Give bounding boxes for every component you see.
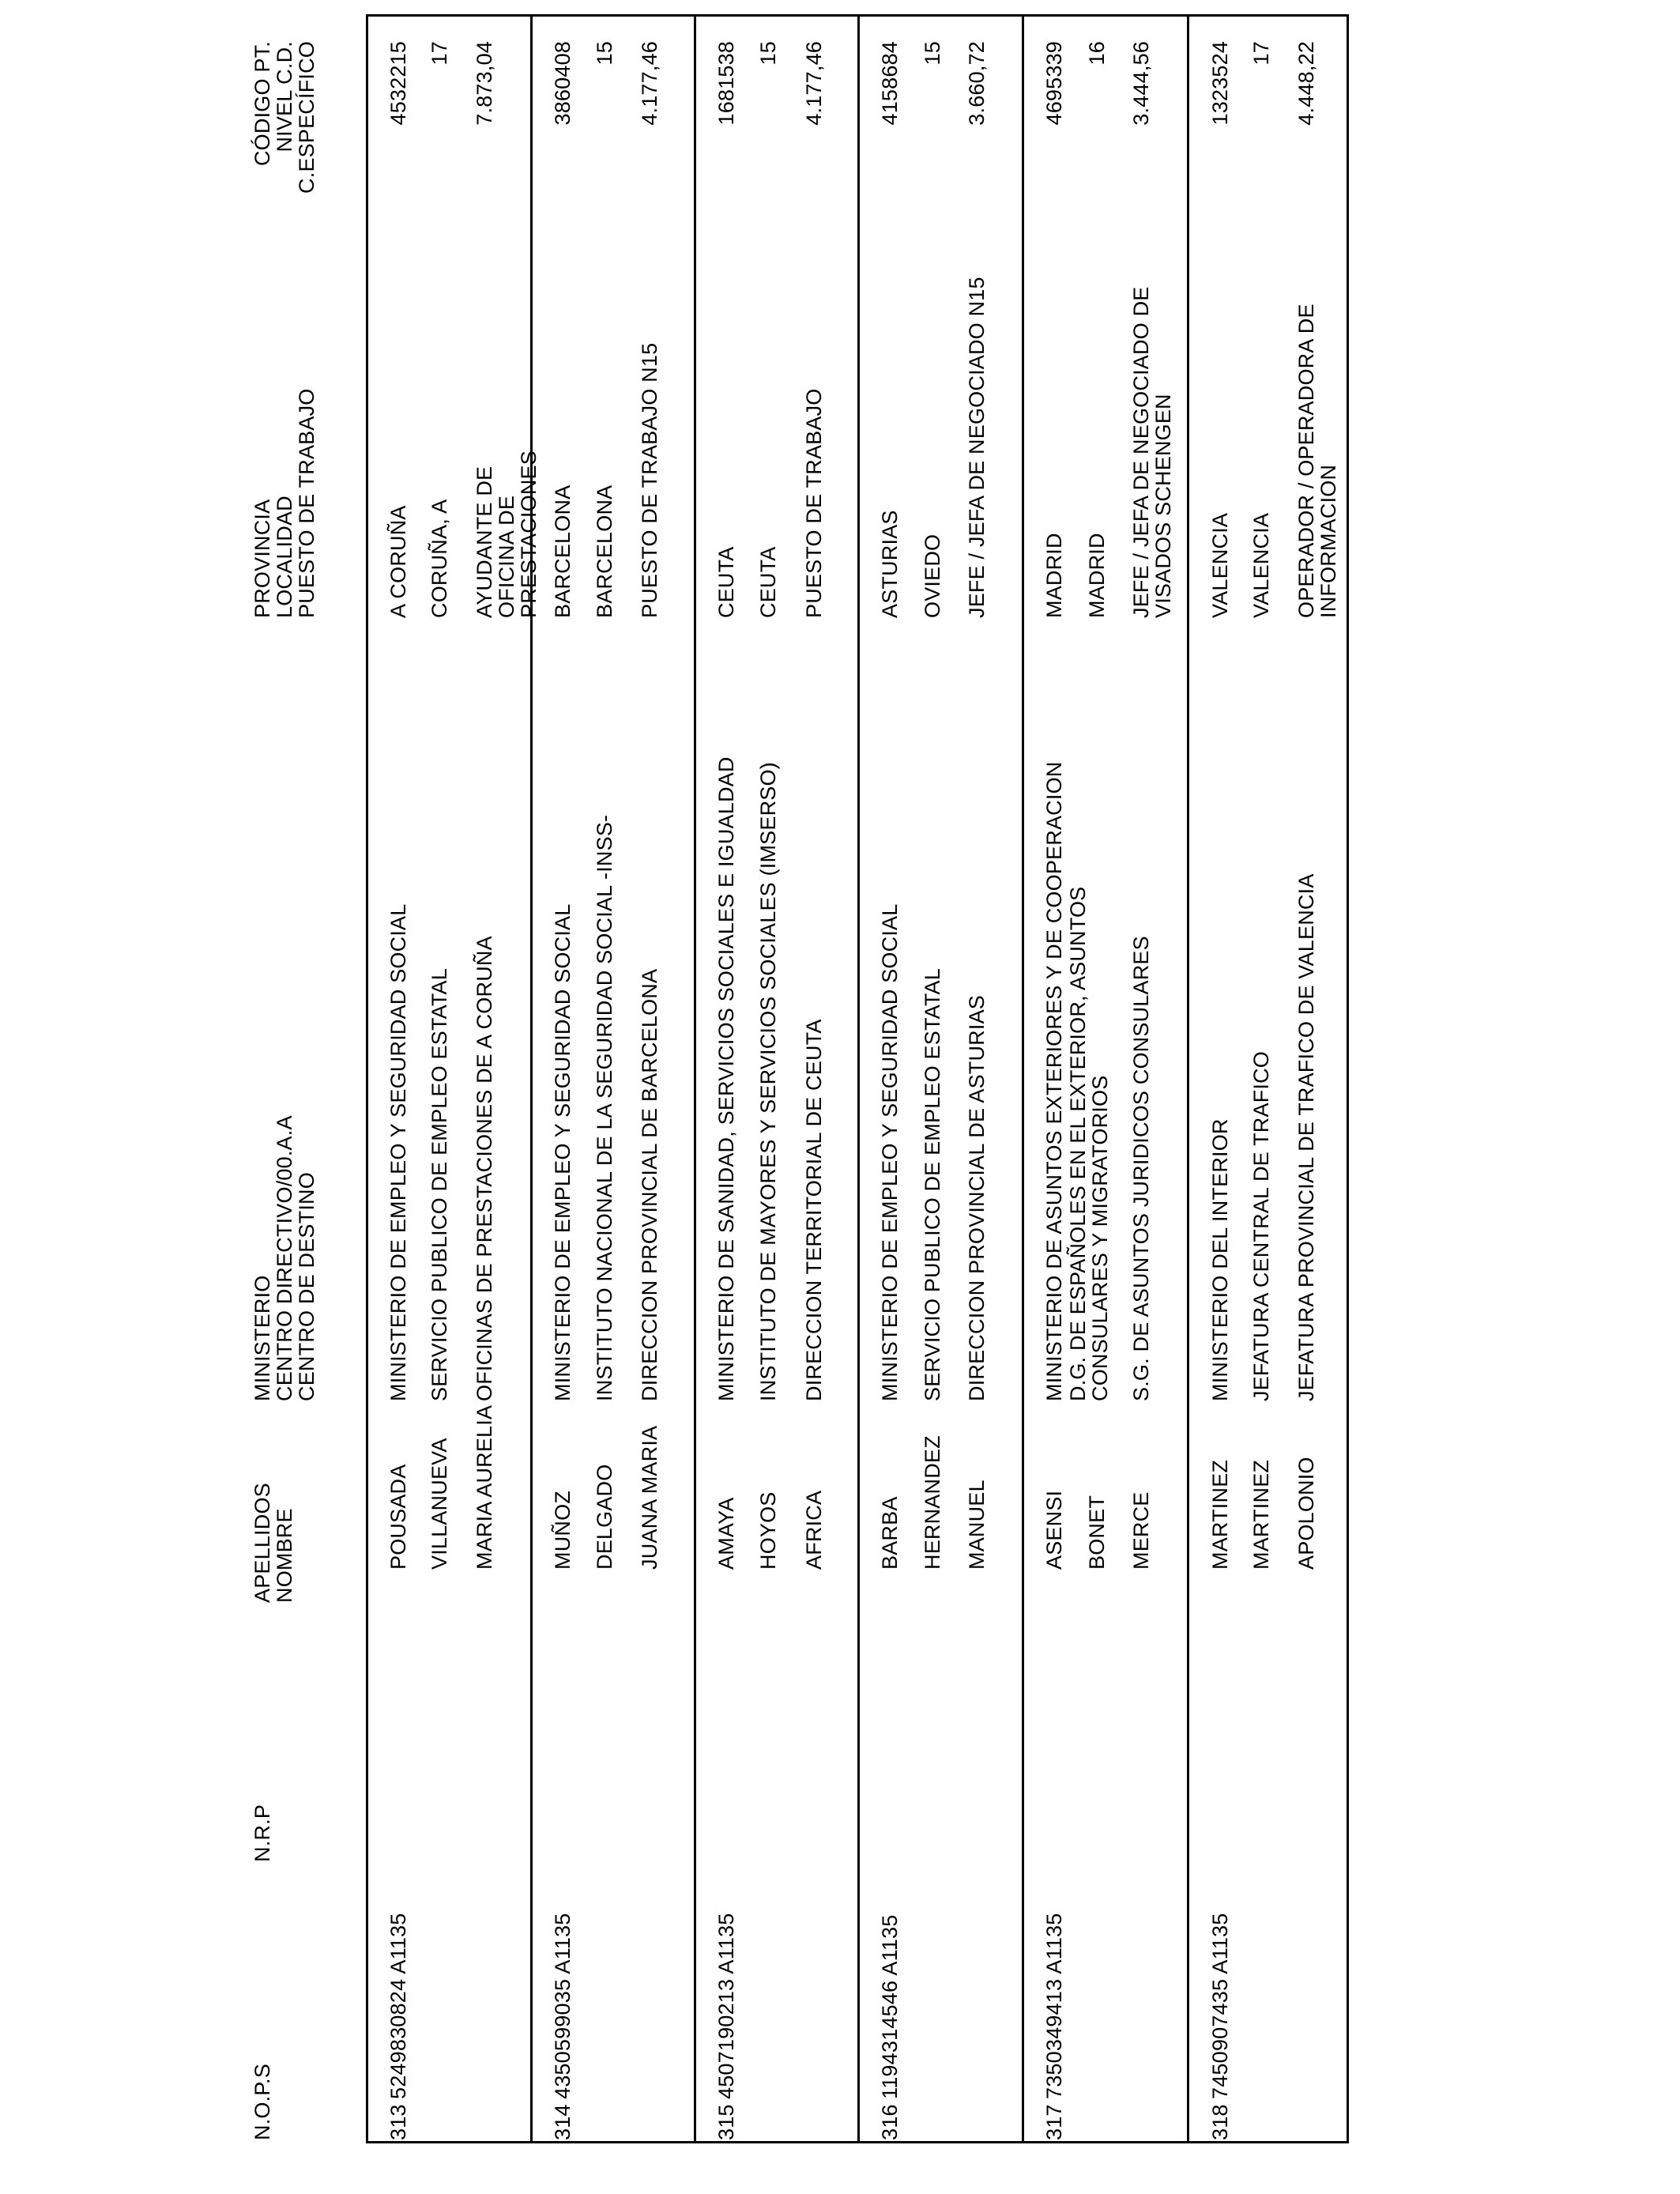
record-centro-directivo: INSTITUTO DE MAYORES Y SERVICIOS SOCIALES (IMSERSO) — [756, 762, 780, 1401]
record-codigo: 1323524 — [1208, 41, 1232, 126]
record-nops: 316 — [878, 2104, 902, 2140]
record-centro-directivo: SERVICIO PUBLICO DE EMPLEO ESTATAL — [921, 968, 944, 1401]
record-codigo: 3860408 — [551, 41, 574, 126]
record-apellido2: VILLANUEVA — [428, 1438, 451, 1570]
record-nops: 317 — [1042, 2104, 1066, 2140]
record-localidad: CEUTA — [756, 546, 780, 618]
record-codigo: 4532215 — [386, 41, 410, 126]
record-puesto: JEFE / JEFA DE NEGOCIADO DE VISADOS SCHENGEN — [1129, 286, 1175, 618]
record-ministerio: MINISTERIO DEL INTERIOR — [1208, 1118, 1232, 1401]
row-separator — [694, 14, 696, 2143]
record-apellido1: MUÑOZ — [551, 1491, 574, 1570]
header-nrp: N.R.P — [250, 1804, 274, 1862]
row-separator — [857, 14, 860, 2143]
record-ministerio: MINISTERIO DE ASUNTOS EXTERIORES Y DE COOPERACION — [1042, 761, 1066, 1401]
record-provincia: A CORUÑA — [386, 505, 410, 618]
record-apellido1: AMAYA — [714, 1497, 738, 1570]
header-nops: N.O.P.S — [250, 2064, 274, 2140]
record-complemento: 4.177,46 — [802, 41, 826, 126]
record-centro-directivo: INSTITUTO NACIONAL DE LA SEGURIDAD SOCIAL -INSS- — [593, 814, 616, 1401]
record-nops: 318 — [1208, 2104, 1232, 2140]
record-nombre: MANUEL — [965, 1480, 989, 1570]
record-apellido2: HOYOS — [756, 1491, 780, 1570]
record-nombre: APOLONIO — [1294, 1457, 1318, 1570]
record-centro-destino: DIRECCION TERRITORIAL DE CEUTA — [802, 1019, 826, 1401]
record-codigo: 4695339 — [1042, 41, 1066, 126]
record-apellido2: BONET — [1085, 1495, 1109, 1570]
header-apellidos: APELLIDOS — [250, 1483, 274, 1603]
record-nombre: MERCE — [1129, 1491, 1153, 1570]
record-centro-directivo: JEFATURA CENTRAL DE TRAFICO — [1249, 1051, 1273, 1401]
record-nops: 315 — [714, 2104, 738, 2140]
record-nombre: JUANA MARIA — [638, 1425, 661, 1570]
record-provincia: ASTURIAS — [878, 510, 902, 618]
record-puesto: PUESTO DE TRABAJO N15 — [638, 342, 661, 618]
record-ministerio: MINISTERIO DE SANIDAD, SERVICIOS SOCIALES E IGUALDAD — [714, 756, 738, 1401]
record-puesto: OPERADOR / OPERADORA DE INFORMACION — [1294, 303, 1340, 618]
record-complemento: 3.444,56 — [1129, 41, 1153, 126]
record-nivel: 15 — [593, 41, 616, 66]
row-separator — [1022, 14, 1024, 2143]
record-nivel: 15 — [921, 41, 944, 66]
record-ministerio: MINISTERIO DE EMPLEO Y SEGURIDAD SOCIAL — [878, 903, 902, 1401]
header-centro-destino: CENTRO DE DESTINO — [295, 1172, 318, 1401]
record-provincia: CEUTA — [714, 546, 738, 618]
record-ministerio: MINISTERIO DE EMPLEO Y SEGURIDAD SOCIAL — [551, 903, 574, 1401]
record-centro-destino: S.G. DE ASUNTOS JURIDICOS CONSULARES — [1129, 936, 1153, 1401]
record-nombre: AFRICA — [802, 1490, 826, 1570]
record-provincia: BARCELONA — [551, 484, 574, 618]
record-codigo: 4158684 — [878, 41, 902, 126]
header-codigo: CÓDIGO PT. — [250, 41, 274, 167]
record-apellido2: DELGADO — [593, 1464, 616, 1570]
header-localidad: LOCALIDAD — [273, 496, 296, 618]
header-provincia: PROVINCIA — [250, 499, 274, 618]
record-puesto: PUESTO DE TRABAJO — [802, 388, 826, 618]
header-puesto: PUESTO DE TRABAJO — [295, 388, 318, 618]
record-nivel: 17 — [1249, 41, 1273, 66]
record-provincia: MADRID — [1042, 533, 1066, 618]
record-nivel: 16 — [1085, 41, 1109, 66]
record-ministerio: MINISTERIO DE EMPLEO Y SEGURIDAD SOCIAL — [386, 903, 410, 1401]
record-nops: 314 — [551, 2104, 574, 2140]
record-centro-destino: DIRECCION PROVINCIAL DE ASTURIAS — [965, 995, 989, 1401]
record-puesto: AYUDANTE DE OFICINA DE PRESTACIONES — [473, 450, 541, 618]
record-localidad: MADRID — [1085, 533, 1109, 618]
record-localidad: BARCELONA — [593, 484, 616, 618]
record-apellido1: MARTINEZ — [1208, 1459, 1232, 1570]
record-complemento: 4.177,46 — [638, 41, 661, 126]
record-apellido2: MARTINEZ — [1249, 1459, 1273, 1570]
record-nrp: 5249830824 A1135 — [386, 1913, 410, 2099]
header-nombre: NOMBRE — [273, 1508, 296, 1603]
header-centro-directivo: CENTRO DIRECTIVO/00.A.A — [273, 1115, 296, 1401]
record-nrp: 7350349413 A1135 — [1042, 1913, 1066, 2099]
record-centro-destino: DIRECCION PROVINCIAL DE BARCELONA — [638, 968, 661, 1401]
record-nrp: 1194314546 A1135 — [878, 1914, 902, 2099]
record-centro-directivo: D.G. DE ESPAÑOLES EN EL EXTERIOR, ASUNTOS CONSULARES Y MIGRATORIOS — [1066, 886, 1112, 1401]
record-localidad: OVIEDO — [921, 533, 944, 618]
record-nops: 313 — [386, 2104, 410, 2140]
header-ministerio: MINISTERIO — [250, 1275, 274, 1401]
record-centro-directivo: SERVICIO PUBLICO DE EMPLEO ESTATAL — [428, 968, 451, 1401]
record-complemento: 3.660,72 — [965, 41, 989, 126]
record-centro-destino: OFICINAS DE PRESTACIONES DE A CORUÑA — [473, 936, 496, 1401]
record-apellido1: ASENSI — [1042, 1490, 1066, 1570]
record-complemento: 4.448,22 — [1294, 41, 1318, 126]
record-nrp: 4507190213 A1135 — [714, 1913, 738, 2099]
record-centro-destino: JEFATURA PROVINCIAL DE TRAFICO DE VALENCIA — [1294, 873, 1318, 1401]
record-localidad: VALENCIA — [1249, 512, 1273, 618]
record-complemento: 7.873,04 — [473, 41, 496, 126]
row-separator — [1187, 14, 1189, 2143]
header-complemento: C.ESPECÍFICO — [295, 41, 318, 194]
record-provincia: VALENCIA — [1208, 512, 1232, 618]
record-codigo: 1681538 — [714, 41, 738, 126]
record-apellido1: BARBA — [878, 1496, 902, 1570]
record-puesto: JEFE / JEFA DE NEGOCIADO N15 — [965, 277, 989, 618]
record-apellido1: POUSADA — [386, 1464, 410, 1570]
record-apellido2: HERNANDEZ — [921, 1435, 944, 1570]
record-nivel: 15 — [756, 41, 780, 66]
row-separator — [530, 14, 533, 2143]
header-nivel: NIVEL C.D. — [273, 41, 296, 153]
record-nrp: 7450907435 A1135 — [1208, 1913, 1232, 2099]
record-localidad: CORUÑA, A — [428, 499, 451, 618]
record-nombre: MARIA AURELIA — [473, 1404, 496, 1570]
record-nrp: 4350599035 A1135 — [551, 1913, 574, 2099]
record-nivel: 17 — [428, 41, 451, 66]
